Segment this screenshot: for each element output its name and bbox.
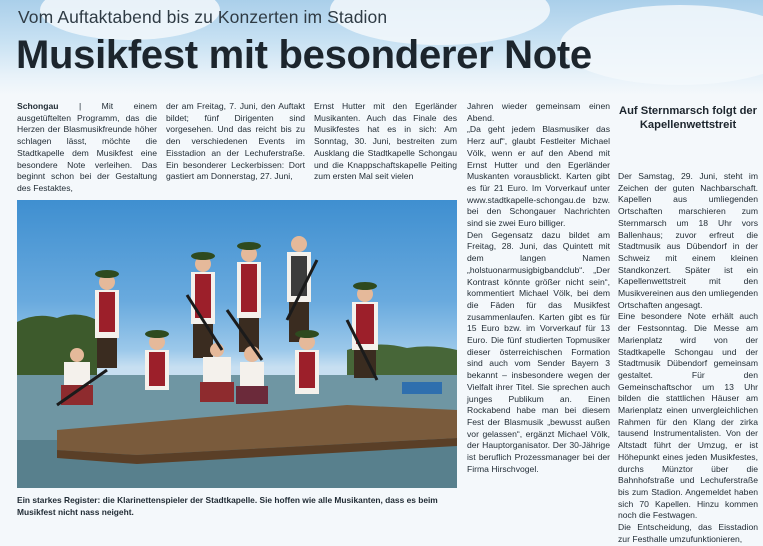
- column-3-text: Ernst Hutter mit den Egerländer Musikanten. Auch das Finale des Musikfestes hat es in sich: Am Sonntag, 30. Juni, bestreiten zum Ausklang die Stadtkapelle Schongau und die Knappschaftskapelle Peiting zum ersten Mal seit vielen: [314, 101, 457, 182]
- sidebar-paragraph-2: Eine besondere Note erhält auch der Festsonntag. Die Messe am Marienplatz wird von der Stadtkapelle Schongau und der Stadtmusik Dübendorf gemeinsam gestaltet. Für den Gemeinschaftschor um 13 Uhr bilden die stattlichen Häuser am Marienplatz einen unvergleichlichen Rahmen für den Klang der zirka tausend Instrumentalisten. Von der Altstadt führt der Umzug, er ist Höhepunkt eines jeden Musikfestes, durchs Münztor über die Bahnhofstraße und Lechuferstraße bis zum Stadion. Angemeldet haben sich 70 Kapellen. Hinzu kommen noch die Festwagen.: [618, 311, 758, 521]
- column-1-text: | Mit einem ausgetüftelten Programm, das die Herzen der Blasmusikfreunde höher schlagen lässt, möchte die Stadtkapelle dem Musikfest eine besondere Note verleihen. Das beginnt schon bei der Gestaltung des Festaktes,: [17, 101, 157, 193]
- photo-caption: Ein starkes Register: die Klarinettenspieler der Stadtkapelle. Sie hoffen wie alle Musikanten, dass es beim Musikfest nicht nass neigeht.: [17, 495, 438, 517]
- column-4-paragraph-3: Den Gegensatz dazu bildet am Freitag, 28. Juni, das Quintett mit dem langen Namen „holstuonarmusigbigbandclub“. „Der Kontrast könnte größer nicht sein“, kommentiert Michael Völk, bei dem die Fäden für das Musikfest zusammenlaufen. Karten gibt es für 15 Euro bzw. im Vorverkauf für 13 Euro. Die fünf studierten Topmusiker dieser österreichischen Formation sind auch vom Sender Bayern 3 bekannt – insbesondere wegen der Vielfalt ihrer Titel. Sie sprechen auch junges Publikum an. Einen Rockabend habe man bei diesem Fest der Blasmusik „bewusst außen vor gelassen“, ergänzt Michael Völk, der Hauptorganisator. Der 30-Jährige ist beruflich Prozessmanager bei der Firma Hirschvogel.: [467, 229, 610, 474]
- sidebar-heading: Auf Sternmarsch folgt der Kapellenwettstreit: [619, 105, 757, 131]
- column-2-text: der am Freitag, 7. Juni, den Auftakt bildet; fünf Dirigenten sind vorgesehen. Und das reicht bis zu den verschiedenen Events im Eisstadion an der Lechuferstraße. Ein besonderer Leckerbissen: Dort gastiert am Donnerstag, 27. Juni,: [166, 101, 305, 182]
- column-4-paragraph-2: „Da geht jedem Blasmusiker das Herz auf“, glaubt Festleiter Michael Völk, wenn er auf den Abend mit Ernst Hutter und den Egerländer Muskanten vorausblickt. Karten gibt es für 21 Euro. Im Vorverkauf unter www.stadtkapelle-schongau.de bzw. bei den Schongauer Nachrichten sind sie zwei Euro billiger.: [467, 124, 610, 229]
- article-column-1: [17, 101, 157, 195]
- sidebar-column: [618, 171, 758, 546]
- article-headline: Musikfest mit besonderer Note: [16, 33, 592, 77]
- article-column-2: [166, 101, 305, 183]
- dateline: Schongau: [17, 101, 59, 111]
- article-column-3: [314, 101, 457, 183]
- column-4-paragraph-1: Jahren wieder gemeinsam einen Abend.: [467, 101, 610, 123]
- band-photo: [17, 200, 457, 488]
- sidebar-paragraph-1: Der Samstag, 29. Juni, steht im Zeichen der guten Nachbarschaft. Kapellen aus umliegenden Ortschaften marschieren zum Sternmarsch um 18 Uhr vors Ballenhaus; zuvor erfreut die Stadtmusik aus Dübendorf in der Schweiz mit einem kleinen Standkonzert. Später ist ein Kapellenwettstreit mit den Musikvereinen aus den umliegenden Ortschaften angesagt.: [618, 171, 758, 310]
- article-column-4: [467, 101, 610, 476]
- sidebar-paragraph-3: Die Entscheidung, das Eisstadion zur Festhalle umzufunktionieren,: [618, 522, 758, 544]
- band-photo-illustration: [17, 200, 457, 488]
- article-kicker: Vom Auftaktabend bis zu Konzerten im Stadion: [18, 7, 388, 27]
